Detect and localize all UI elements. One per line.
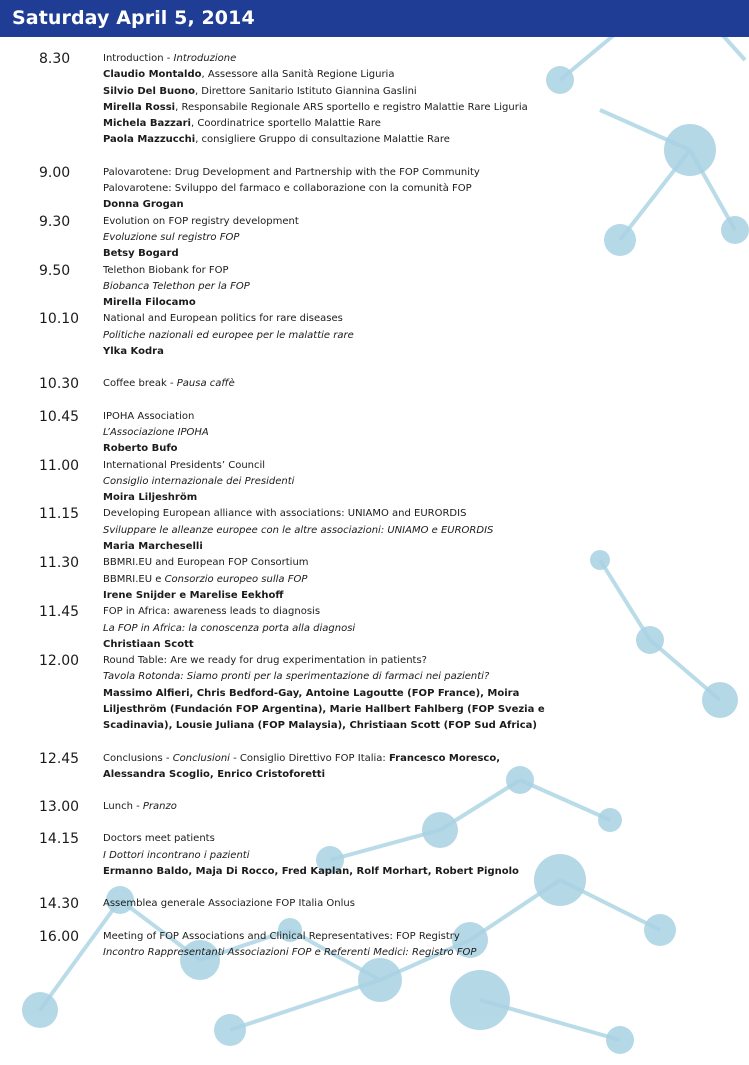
session-content: [103, 929, 749, 962]
session-line: [103, 588, 749, 604]
session-line: [103, 555, 749, 571]
speaker-name: Ermanno Baldo, Maja Di Rocco, Fred Kaplan, Rolf Morhart, Robert Pignolo: [103, 866, 519, 878]
session-line: [103, 132, 749, 148]
italian-title: Evoluzione sul registro FOP: [103, 231, 240, 243]
session-text: Coffee break -: [103, 378, 177, 390]
session-line: [103, 409, 749, 425]
session-line: [103, 637, 749, 653]
program-schedule: [0, 51, 749, 961]
session-line: [103, 702, 749, 718]
session-content: [103, 376, 749, 392]
session-content: [103, 604, 749, 653]
schedule-session: [0, 799, 749, 815]
speaker-name: Christiaan Scott: [103, 638, 194, 650]
speaker-name: Scadinavia), Lousie Juliana (FOP Malaysia), Christiaan Scott (FOP Sud Africa): [103, 720, 537, 732]
session-line: [103, 604, 749, 620]
session-text: , Assessore alla Sanità Regione Liguria: [201, 69, 395, 81]
session-time: 9.30: [39, 213, 71, 230]
session-line: [103, 945, 749, 961]
session-text: BBMRI.EU and European FOP Consortium: [103, 557, 309, 569]
session-text: Assemblea generale Associazione FOP Italia Onlus: [103, 898, 355, 910]
schedule-session: [0, 165, 749, 214]
session-time: 14.30: [39, 896, 80, 913]
schedule-session: [0, 506, 749, 555]
session-line: [103, 767, 749, 783]
session-time: 10.10: [39, 311, 80, 328]
session-line: [103, 799, 749, 815]
speaker-name: Moira Liljeshröm: [103, 492, 198, 504]
italian-title: Tavola Rotonda: Siamo pronti per la sperimentazione di farmaci nei pazienti?: [103, 671, 490, 683]
session-line: [103, 929, 749, 945]
session-line: [103, 295, 749, 311]
session-line: [103, 848, 749, 864]
session-content: [103, 165, 749, 214]
schedule-session: [0, 604, 749, 653]
session-line: [103, 718, 749, 734]
session-line: [103, 490, 749, 506]
session-time: 9.00: [39, 164, 71, 181]
session-line: [103, 831, 749, 847]
session-time: 11.15: [39, 506, 80, 523]
session-time: 8.30: [39, 51, 71, 67]
italian-title: Consorzio europeo sulla FOP: [164, 573, 308, 585]
session-time: 11.00: [39, 457, 80, 474]
italian-title: Sviluppare le alleanze europee con le altre associazioni: UNIAMO e EURORDIS: [103, 524, 494, 536]
session-line: [103, 506, 749, 522]
italian-title: Pranzo: [142, 801, 177, 813]
session-line: [103, 311, 749, 327]
session-text: Palovarotene: Drug Development and Partnership with the FOP Community: [103, 166, 480, 178]
session-line: [103, 669, 749, 685]
session-line: [103, 751, 749, 767]
session-time: 13.00: [39, 799, 80, 816]
session-text: Introduction -: [103, 53, 174, 64]
session-line: [103, 896, 749, 912]
session-line: [103, 686, 749, 702]
italian-title: Biobanca Telethon per la FOP: [103, 280, 250, 292]
speaker-name: Betsy Bogard: [103, 248, 179, 260]
schedule-session: [0, 653, 749, 734]
schedule-session: [0, 311, 749, 360]
italian-title: La FOP in Africa: la conoscenza porta alla diagnosi: [103, 622, 356, 634]
speaker-name: Silvio Del Buono: [103, 85, 195, 97]
session-content: [103, 263, 749, 312]
session-line: [103, 279, 749, 295]
session-line: [103, 51, 749, 67]
session-text: BBMRI.EU e: [103, 573, 165, 585]
session-content: [103, 831, 749, 880]
session-content: [103, 458, 749, 507]
session-text: , Coordinatrice sportello Malattie Rare: [190, 118, 381, 130]
session-text: Round Table: Are we ready for drug experimentation in patients?: [103, 655, 427, 667]
session-line: [103, 181, 749, 197]
session-time: 9.50: [39, 262, 71, 279]
session-line: [103, 441, 749, 457]
session-line: [103, 864, 749, 880]
session-line: [103, 344, 749, 360]
schedule-session: [0, 751, 749, 784]
italian-title: Pausa caffè: [176, 378, 235, 390]
schedule-session: [0, 376, 749, 392]
session-text: , Responsabile Regionale ARS sportello e registro Malattie Rare Liguria: [175, 101, 528, 113]
session-line: [103, 621, 749, 637]
speaker-name: Irene Snijder e Marelise Eekhoff: [103, 589, 284, 601]
speaker-name: Ylka Kodra: [103, 346, 164, 358]
session-line: [103, 263, 749, 279]
session-content: [103, 555, 749, 604]
session-text: FOP in Africa: awareness leads to diagnosis: [103, 606, 321, 618]
session-content: [103, 51, 749, 149]
session-line: [103, 230, 749, 246]
session-text: Evolution on FOP registry development: [103, 215, 299, 227]
session-time: 10.45: [39, 408, 80, 425]
speaker-name: Roberto Bufo: [103, 443, 178, 455]
session-text: IPOHA Association: [103, 410, 195, 422]
session-line: [103, 572, 749, 588]
speaker-name: Michela Bazzari: [103, 118, 191, 130]
speaker-name: Maria Marcheselli: [103, 541, 203, 553]
schedule-session: [0, 51, 749, 149]
session-line: [103, 523, 749, 539]
session-content: [103, 506, 749, 555]
session-text: Doctors meet patients: [103, 833, 215, 845]
session-line: [103, 458, 749, 474]
session-time: 14.15: [39, 831, 80, 848]
session-content: [103, 751, 749, 784]
session-text: National and European politics for rare diseases: [103, 313, 343, 325]
session-line: [103, 539, 749, 555]
italian-title: Conclusioni: [172, 752, 230, 764]
schedule-session: [0, 458, 749, 507]
session-time: 10.30: [39, 376, 80, 393]
schedule-session: [0, 555, 749, 604]
session-text: Telethon Biobank for FOP: [103, 264, 229, 276]
session-content: [103, 214, 749, 263]
session-line: [103, 116, 749, 132]
session-content: [103, 896, 749, 912]
session-content: [103, 653, 749, 734]
speaker-name: Donna Grogan: [103, 199, 184, 211]
speaker-name: Liljesthröm (Fundación FOP Argentina), Marie Hallbert Fahlberg (FOP Svezia e: [103, 703, 545, 715]
session-line: [103, 653, 749, 669]
session-line: [103, 197, 749, 213]
speaker-name: Paola Mazzucchi: [103, 134, 196, 146]
session-line: [103, 67, 749, 83]
session-content: [103, 409, 749, 458]
session-line: [103, 100, 749, 116]
session-content: [103, 799, 749, 815]
speaker-name: Mirella Rossi: [103, 101, 176, 113]
italian-title: Incontro Rappresentanti Associazioni FOP e Referenti Medici: Registro FOP: [103, 946, 477, 958]
italian-title: I Dottori incontrano i pazienti: [103, 849, 250, 861]
session-text: , consigliere Gruppo di consultazione Malattie Rare: [195, 134, 450, 146]
session-time: 12.45: [39, 750, 80, 767]
session-time: 11.45: [39, 604, 80, 621]
italian-title: Politiche nazionali ed europee per le malattie rare: [103, 329, 354, 341]
session-line: [103, 474, 749, 490]
speaker-name: Mirella Filocamo: [103, 297, 196, 309]
session-text: Lunch -: [103, 801, 143, 813]
session-time: 16.00: [39, 928, 80, 945]
italian-title: Introduzione: [173, 53, 237, 64]
italian-title: Consiglio internazionale dei Presidenti: [103, 475, 295, 487]
session-text: Developing European alliance with associations: UNIAMO and EURORDIS: [103, 508, 467, 520]
speaker-name: Massimo Alfieri, Chris Bedford-Gay, Antoine Lagoutte (FOP France), Moira: [103, 687, 520, 699]
schedule-session: [0, 409, 749, 458]
session-text: International Presidents’ Council: [103, 459, 266, 471]
speaker-name: Alessandra Scoglio, Enrico Cristoforetti: [103, 768, 326, 780]
page-title: Saturday April 5, 2014: [12, 7, 255, 29]
session-line: [103, 214, 749, 230]
speaker-name: Claudio Montaldo: [103, 69, 202, 81]
session-text: , Direttore Sanitario Istituto Giannina Gaslini: [194, 85, 417, 97]
session-time: 12.00: [39, 653, 80, 670]
session-text: Meeting of FOP Associations and Clinical Representatives: FOP Registry: [103, 930, 460, 942]
session-content: [103, 311, 749, 360]
schedule-session: [0, 831, 749, 880]
schedule-session: [0, 214, 749, 263]
session-text: Palovarotene: Sviluppo del farmaco e collaborazione con la comunità FOP: [103, 183, 472, 195]
session-line: [103, 425, 749, 441]
date-header: [0, 0, 749, 37]
schedule-session: [0, 896, 749, 912]
session-time: 11.30: [39, 555, 80, 572]
schedule-session: [0, 929, 749, 962]
session-line: [103, 165, 749, 181]
session-line: [103, 246, 749, 262]
session-text: - Consiglio Direttivo FOP Italia:: [229, 752, 389, 764]
session-line: [103, 328, 749, 344]
speaker-name: Francesco Moresco,: [388, 752, 500, 764]
session-line: [103, 376, 749, 392]
italian-title: L’Associazione IPOHA: [103, 426, 209, 438]
session-line: [103, 84, 749, 100]
session-text: Conclusions -: [103, 752, 173, 764]
schedule-session: [0, 263, 749, 312]
